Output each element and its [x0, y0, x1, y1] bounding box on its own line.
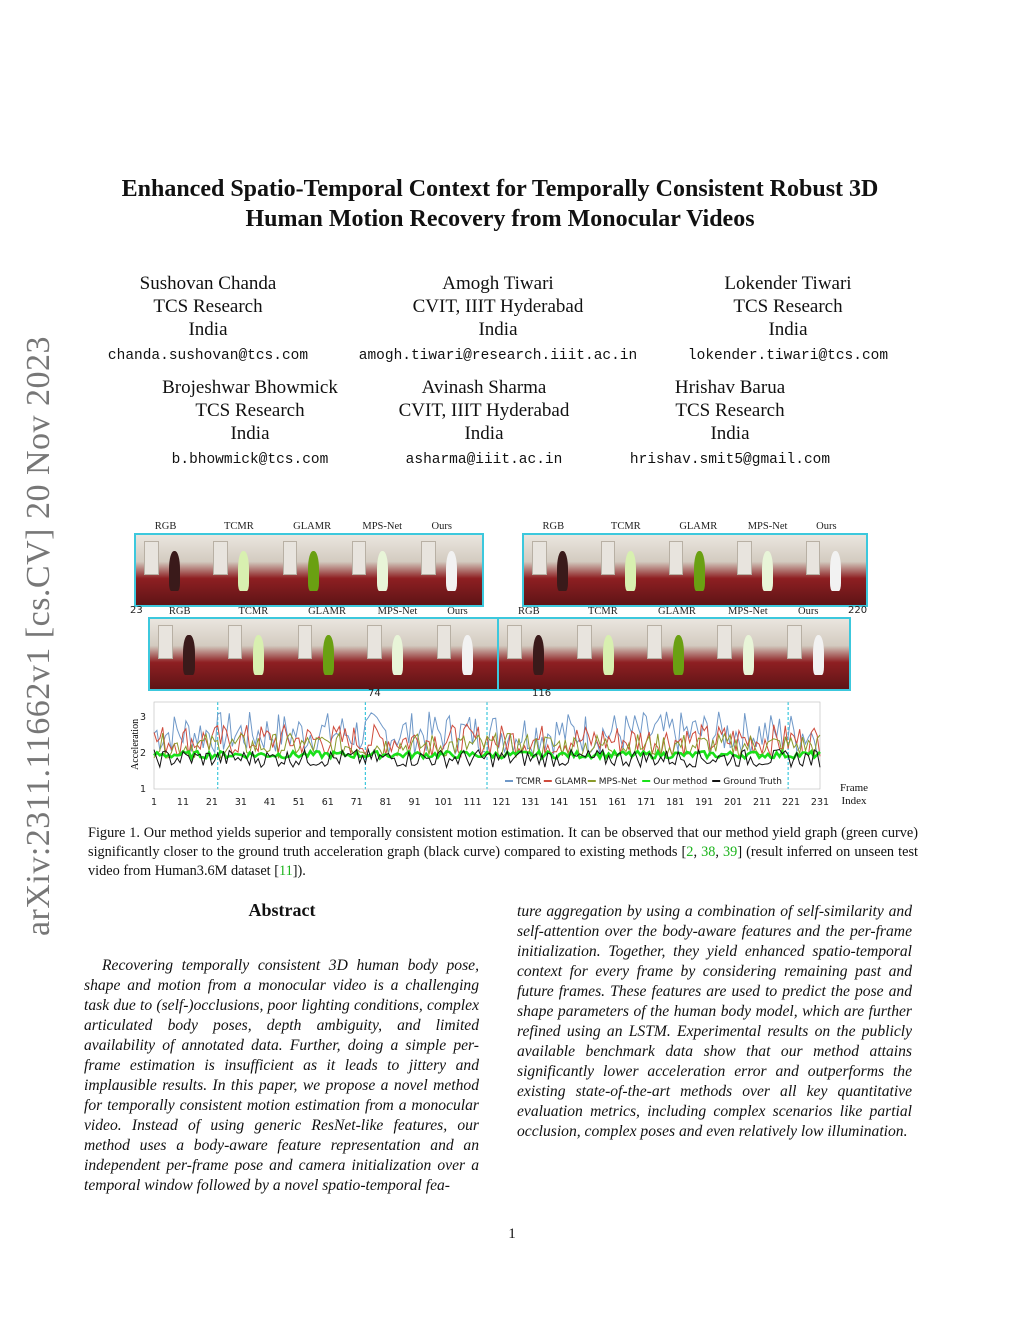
author-affiliation: TCS Research — [153, 296, 263, 317]
door — [228, 625, 243, 659]
video-frame — [359, 619, 430, 689]
human-figure — [392, 635, 403, 675]
x-tick-label: 181 — [666, 797, 685, 808]
figure-caption — [88, 824, 918, 881]
video-frame — [150, 619, 221, 689]
door — [669, 541, 683, 575]
x-tick-label: 1 — [150, 797, 158, 808]
author-name: Avinash Sharma — [421, 377, 547, 398]
human-figure — [743, 635, 754, 675]
x-tick-label: 231 — [810, 797, 830, 808]
video-frame — [136, 535, 206, 605]
method-label: MPS-Net — [728, 606, 768, 617]
frame-marker-74: 74 — [368, 688, 381, 699]
video-frame — [205, 535, 275, 605]
x-tick-label: 61 — [321, 797, 334, 808]
author-block — [620, 376, 840, 472]
x-tick-label: 81 — [379, 797, 392, 808]
author-block — [88, 272, 328, 368]
title-line-2: Human Motion Recovery from Monocular Videos — [245, 206, 755, 232]
method-label: Ours — [798, 606, 819, 617]
door — [601, 541, 615, 575]
method-label: TCMR — [610, 521, 641, 532]
x-tick-label: 221 — [781, 797, 801, 808]
author-name: Sushovan Chanda — [139, 273, 277, 294]
author-name: Lokender Tiwari — [724, 273, 852, 294]
caption-text: Figure 1. Our method yields superior and temporally consistent motion estimation. It can be observed that our method yield graph (green curve) significantly closer to the ground truth acceleration graph (black curve) compared to existing methods [ — [88, 825, 918, 860]
author-country: India — [768, 319, 808, 340]
door — [577, 625, 592, 659]
legend-label: Our method — [653, 777, 708, 787]
door — [283, 541, 297, 575]
title-line-1: Enhanced Spatio-Temporal Context for Temporally Consistent Robust 3D — [121, 176, 879, 202]
author-email[interactable]: amogh.tiwari@research.iiit.ac.in — [358, 348, 638, 364]
method-label: TCMR — [238, 606, 269, 617]
author-country: India — [188, 319, 228, 340]
author-email[interactable]: lokender.tiwari@tcs.com — [687, 348, 889, 364]
legend-label: MPS-Net — [598, 777, 637, 787]
method-label: TCMR — [588, 606, 618, 617]
human-figure — [557, 551, 568, 591]
human-figure — [308, 551, 319, 591]
abstract-left-column: Recovering temporally consistent 3D human body pose, shape and motion from a monocular video is a challenging task due to (self-)occlusions, poor lighting conditions, complex articulated body poses, depth ambiguity, and limited availability of annotated data. Further, doing a simple per-frame estimation is insufficient as it leads to jittery and implausible results. In this paper, we propose a novel method for temporally consistent motion estimation from a monocular video. Instead of using generic ResNet-like features, our method uses a body-aware feature representation and an independent per-frame pose and camera initialization over a temporal window followed by a novel spatio-temporal fea- — [84, 957, 479, 1194]
page-number: 1 — [508, 1226, 516, 1242]
method-label: RGB — [518, 606, 540, 617]
author-block — [374, 376, 594, 472]
method-label: RGB — [168, 606, 191, 617]
author-email[interactable]: asharma@iiit.ac.in — [405, 452, 563, 468]
abstract-heading: Abstract — [248, 900, 316, 920]
door — [647, 625, 662, 659]
human-figure — [169, 551, 180, 591]
x-tick-label: 171 — [637, 797, 656, 808]
x-tick-label: 151 — [579, 797, 598, 808]
author-affiliation: TCS Research — [675, 400, 785, 421]
caption-text: ] (result inferred on unseen test video from Human3.6M dataset [ — [88, 844, 918, 879]
human-figure — [603, 635, 614, 675]
legend-label: Ground Truth — [723, 777, 782, 787]
door — [298, 625, 313, 659]
frame-marker-116: 116 — [532, 688, 552, 699]
method-label: Ours — [816, 521, 837, 532]
citation-link[interactable]: 2 — [686, 844, 694, 860]
video-frame — [592, 535, 661, 605]
author-country: India — [230, 423, 270, 444]
author-affiliation: CVIT, IIIT Hyderabad — [412, 296, 584, 317]
video-frame — [569, 619, 640, 689]
human-figure — [238, 551, 249, 591]
citation-link[interactable]: 39 — [723, 844, 738, 860]
human-figure — [533, 635, 544, 675]
video-frame — [779, 619, 850, 689]
abstract-right-column: ture aggregation by using a combination of self-similarity and self-attention over the body-aware features and the per-frame initialization. Together, they yield enhanced spatio-temporal context for every frame by considering remaining past and future frames. These features are used to predict the pose and shape parameters of the human body model, which are further refined using an LSTM. Experimental results on the publicly available benchmark data show that our method attains significantly lower acceleration error and outperforms the existing state-of-the-art methods over all key quantitative evaluation metrics, including complex scenarios like partial occlusion, complex poses and even relatively low illumination. — [517, 903, 912, 1140]
x-tick-label: 141 — [550, 797, 569, 808]
video-frame — [524, 535, 593, 605]
door — [144, 541, 158, 575]
video-frame — [499, 619, 570, 689]
chart-legend — [505, 777, 782, 787]
legend-label: GLAMR — [554, 777, 588, 787]
author-name: Hrishav Barua — [674, 377, 786, 398]
image-strip — [522, 533, 868, 607]
human-figure — [446, 551, 457, 591]
caption-sep: , — [693, 844, 702, 860]
frame-marker-23: 23 — [130, 605, 143, 616]
x-tick-label: 21 — [205, 797, 218, 808]
video-frame — [344, 535, 414, 605]
author-country: India — [464, 423, 504, 444]
arxiv-stamp: arXiv:2311.11662v1 [cs.CV] 20 Nov 2023 — [20, 335, 57, 937]
author-name: Brojeshwar Bhowmick — [162, 377, 338, 398]
x-tick-label: 161 — [608, 797, 627, 808]
author-country: India — [710, 423, 750, 444]
author-country: India — [478, 319, 518, 340]
citation-link[interactable]: 11 — [278, 863, 293, 879]
image-strip — [497, 617, 851, 691]
door — [421, 541, 435, 575]
human-figure — [830, 551, 841, 591]
door — [806, 541, 820, 575]
author-block — [668, 272, 908, 368]
y-tick-label: 3 — [139, 711, 146, 723]
x-tick-label: 51 — [292, 797, 305, 808]
video-frame — [661, 535, 730, 605]
x-tick-label: 191 — [695, 797, 714, 808]
y-tick-label: 1 — [139, 784, 146, 795]
video-frame — [413, 535, 483, 605]
caption-sep: , — [715, 844, 724, 860]
method-label: GLAMR — [658, 606, 696, 617]
x-tick-label: 101 — [434, 797, 453, 808]
author-email[interactable]: b.bhowmick@tcs.com — [171, 452, 329, 468]
acceleration-chart — [120, 684, 880, 814]
human-figure — [813, 635, 824, 675]
video-frame — [428, 619, 499, 689]
door — [532, 541, 546, 575]
caption-text: ]). — [292, 863, 306, 879]
video-frame — [639, 619, 710, 689]
method-label: TCMR — [223, 521, 254, 532]
method-label: Ours — [431, 521, 452, 532]
video-frame — [729, 535, 798, 605]
author-block — [140, 376, 360, 472]
door — [507, 625, 522, 659]
x-tick-label: 201 — [724, 797, 743, 808]
x-tick-label: 131 — [521, 797, 540, 808]
method-label: MPS-Net — [747, 521, 788, 532]
door — [367, 625, 382, 659]
door — [213, 541, 227, 575]
x-tick-label: 121 — [492, 797, 511, 808]
method-label: MPS-Net — [377, 606, 418, 617]
legend-label: TCMR — [516, 777, 542, 787]
x-tick-label: 11 — [176, 797, 190, 808]
door — [787, 625, 802, 659]
image-strip — [148, 617, 500, 691]
author-affiliation: CVIT, IIIT Hyderabad — [398, 400, 570, 421]
author-email[interactable]: hrishav.smit5@gmail.com — [629, 452, 831, 468]
x-tick-label: 31 — [234, 797, 247, 808]
x-tick-label: 111 — [463, 797, 482, 808]
paper-title — [80, 174, 920, 234]
x-axis-label: Frame Index — [839, 782, 869, 807]
method-label: GLAMR — [293, 521, 332, 532]
x-tick-label: 41 — [263, 797, 276, 808]
author-email[interactable]: chanda.sushovan@tcs.com — [107, 348, 309, 364]
video-frame — [798, 535, 867, 605]
door — [737, 541, 751, 575]
method-label: GLAMR — [308, 606, 346, 617]
image-strip — [134, 533, 484, 607]
method-label: MPS-Net — [362, 521, 403, 532]
method-label: Ours — [447, 606, 468, 617]
human-figure — [694, 551, 705, 591]
method-label: RGB — [154, 521, 177, 532]
video-frame — [709, 619, 780, 689]
x-tick-label: 71 — [350, 797, 363, 808]
human-figure — [183, 635, 194, 675]
method-label: RGB — [542, 521, 565, 532]
human-figure — [625, 551, 636, 591]
human-figure — [377, 551, 388, 591]
y-axis-label: Acceleration — [130, 718, 141, 770]
human-figure — [762, 551, 773, 591]
door — [437, 625, 452, 659]
human-figure — [323, 635, 334, 675]
door — [352, 541, 366, 575]
door — [158, 625, 173, 659]
video-frame — [220, 619, 291, 689]
video-frame — [274, 535, 344, 605]
method-label: GLAMR — [679, 521, 718, 532]
video-frame — [289, 619, 360, 689]
door — [717, 625, 732, 659]
citation-link[interactable]: 38 — [701, 844, 716, 860]
author-affiliation: TCS Research — [195, 400, 305, 421]
author-block — [346, 272, 650, 368]
human-figure — [462, 635, 473, 675]
author-affiliation: TCS Research — [733, 296, 843, 317]
human-figure — [673, 635, 684, 675]
x-tick-label: 91 — [408, 797, 421, 808]
frame-marker-220: 220 — [848, 605, 868, 616]
author-name: Amogh Tiwari — [442, 273, 554, 294]
human-figure — [253, 635, 264, 675]
y-tick-label: 2 — [139, 747, 146, 759]
x-tick-label: 211 — [753, 797, 772, 808]
